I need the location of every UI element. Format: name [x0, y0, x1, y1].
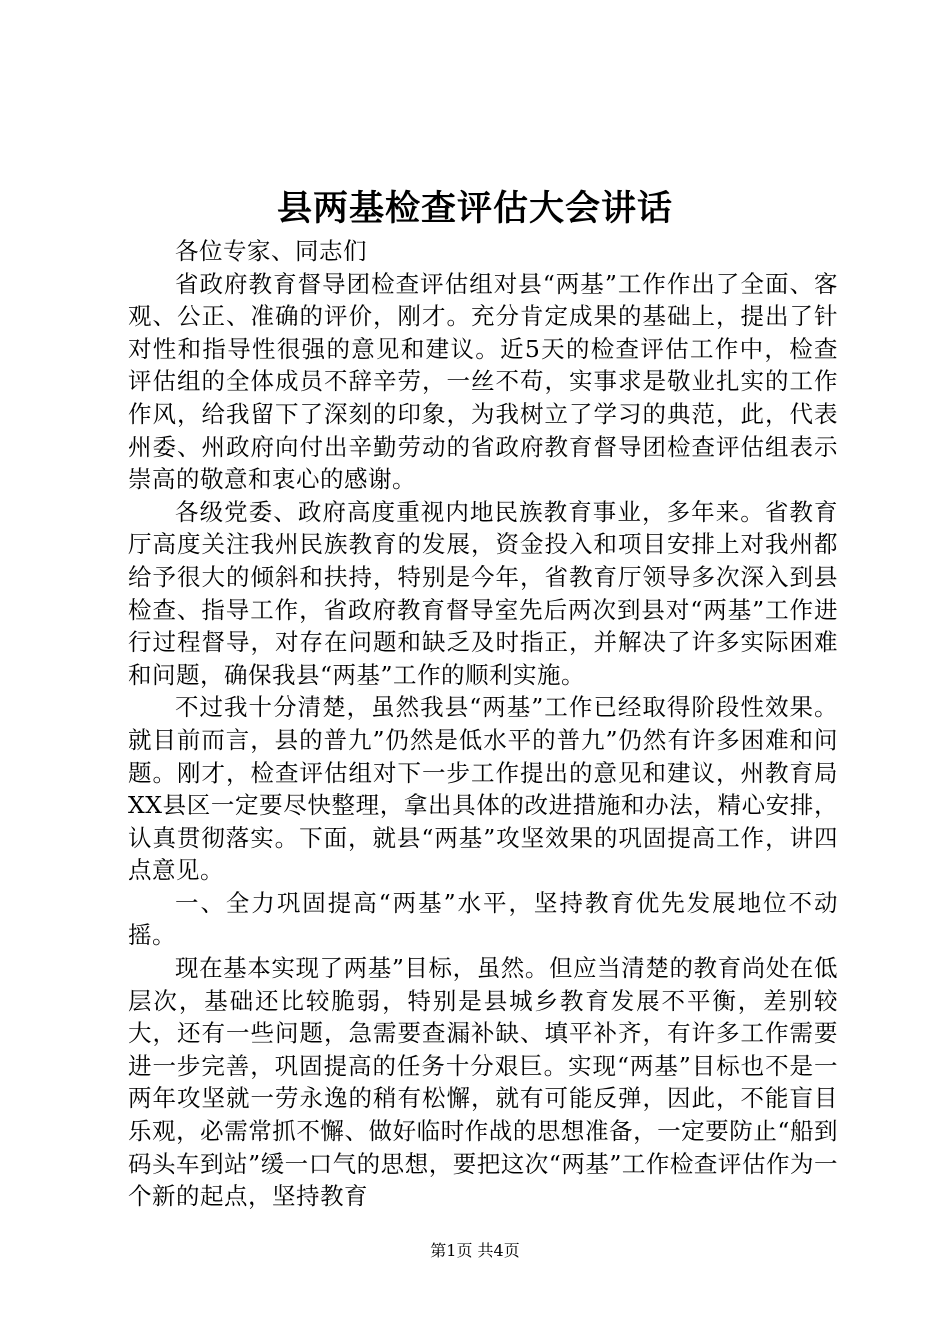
paragraph-1: 省政府教育督导团检查评估组对县“两基”工作作出了全面、客观、公正、准确的评价，刚才。充分肯定成果的基础上，提出了针对性和指导性很强的意见和建议。近5天的检查评估工作中，检查评估组的全体成员不辞辛劳，一丝不苟，实事求是敬业扎实的工作作风，给我留下了深刻的印象，为我树立了学习的典范，此，代表州委、州政府向付出辛勤劳动的省政府教育督导团检查评估组表示崇高的敬意和衷心的感谢。: [128, 269, 838, 494]
document-body: [128, 235, 838, 1213]
paragraph-4: 现在基本实现了两基”目标，虽然。但应当清楚的教育尚处在低层次，基础还比较脆弱，特别是县城乡教育发展不平衡，差别较大，还有一些问题，急需要查漏补缺、填平补齐，有许多工作需要进一步完善，巩固提高的任务十分艰巨。实现“两基”目标也不是一两年攻坚就一劳永逸的稍有松懈，就有可能反弹，因此，不能盲目乐观，必需常抓不懈、做好临时作战的思想准备，一定要防止“船到码头车到站”缓一口气的思想，要把这次“两基”工作检查评估作为一个新的起点，坚持教育: [128, 954, 838, 1211]
paragraph-2: 各级党委、政府高度重视内地民族教育事业，多年来。省教育厅高度关注我州民族教育的发展，资金投入和项目安排上对我州都给予很大的倾斜和扶持，特别是今年，省教育厅领导多次深入到县检查、指导工作，省政府教育督导室先后两次到县对“两基”工作进行过程督导，对存在问题和缺乏及时指正，并解决了许多实际困难和问题，确保我县“两基”工作的顺利实施。: [128, 497, 838, 689]
salutation: 各位专家、同志们: [175, 237, 367, 265]
section-heading-1: 一、全力巩固提高“两基”水平，坚持教育优先发展地位不动摇。: [128, 888, 838, 950]
page-number-footer: 第1页 共4页: [430, 1241, 520, 1260]
paragraph-3: 不过我十分清楚，虽然我县“两基”工作已经取得阶段性效果。就目前而言，县的普九”仍然是低水平的普九”仍然有许多困难和问题。刚才，检查评估组对下一步工作提出的意见和建议，州教育局XX县区一定要尽快整理，拿出具体的改进措施和办法，精心安排，认真贯彻落实。下面，就县“两基”攻坚效果的巩固提高工作，讲四点意见。: [128, 693, 838, 885]
document-title: 县两基检查评估大会讲话: [276, 188, 673, 229]
